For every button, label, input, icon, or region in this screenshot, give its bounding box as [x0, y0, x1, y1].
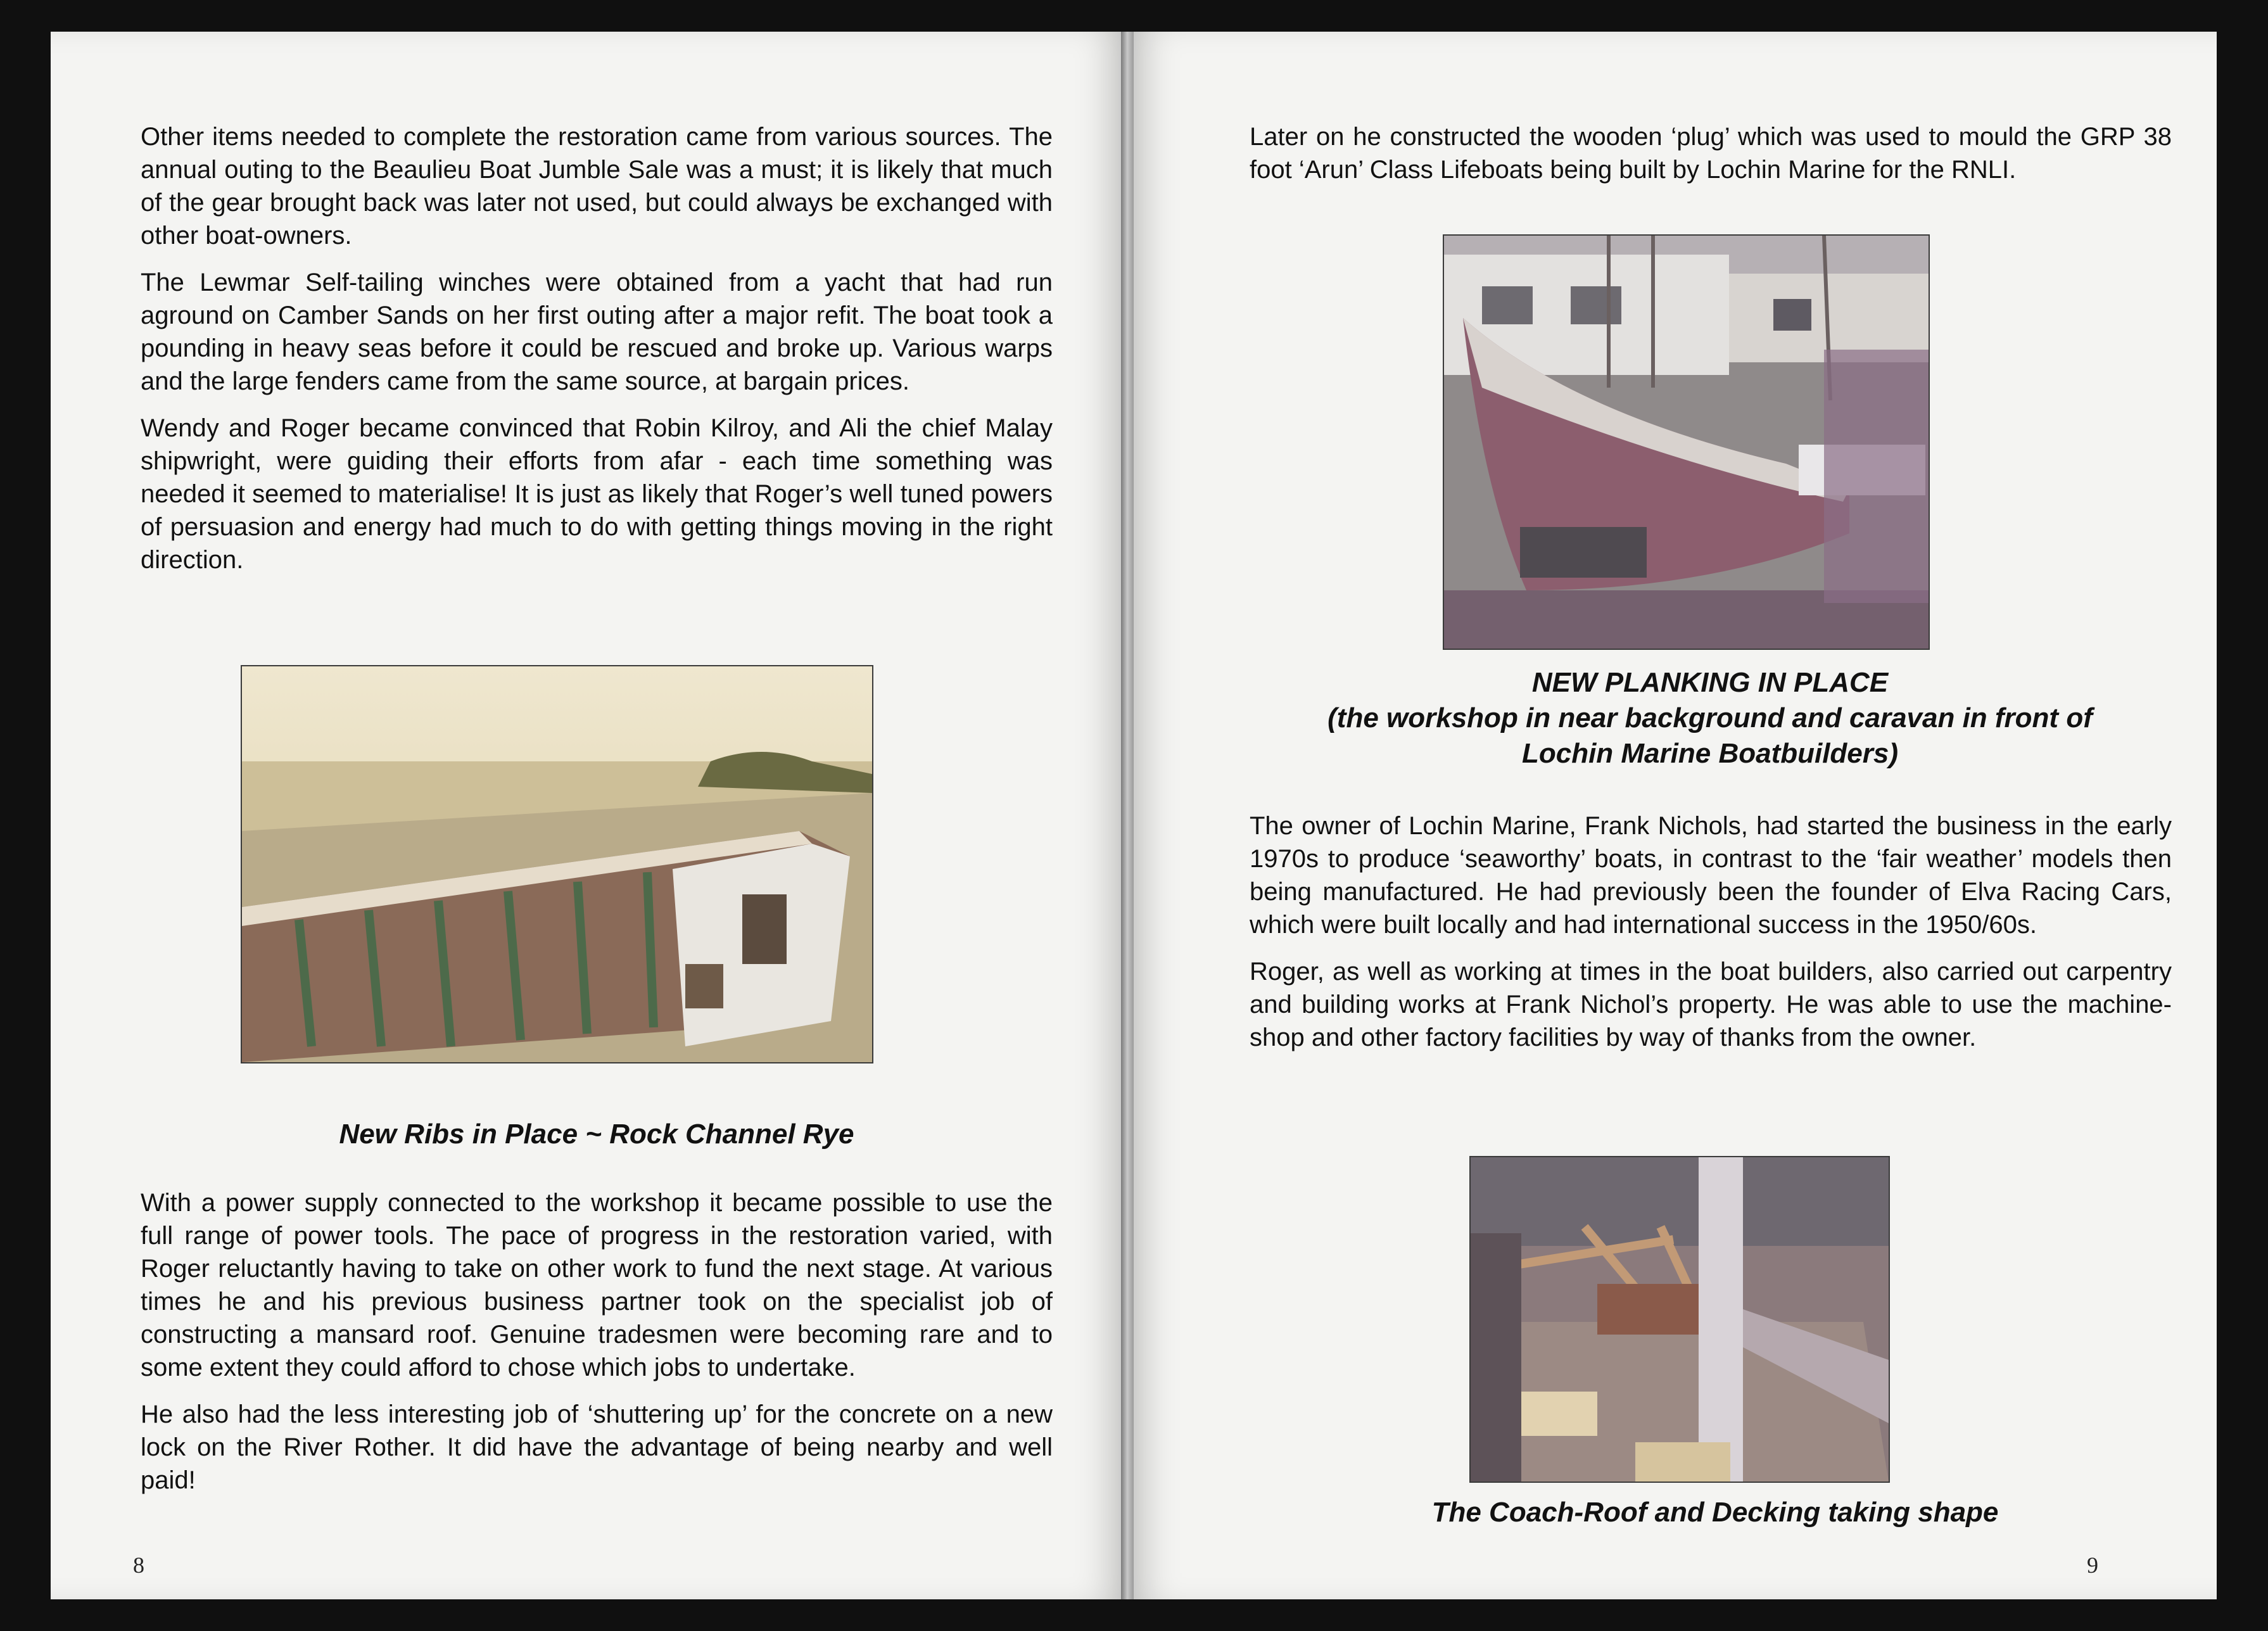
- book-gutter: [1121, 32, 1134, 1599]
- new-ribs-photo: [241, 665, 873, 1063]
- paragraph: He also had the less interesting job of ‘shuttering up’ for the concrete on a new lock on the River Rother. It did have the advantage of being nearby and well paid!: [141, 1400, 1053, 1494]
- left-text-bottom: [141, 1186, 1053, 1511]
- left-text-top: [141, 120, 1053, 590]
- caption-line: Lochin Marine Boatbuilders): [1521, 738, 1899, 769]
- caption-line: NEW PLANKING IN PLACE: [1531, 667, 1889, 698]
- paragraph: The owner of Lochin Marine, Frank Nichols, had started the business in the early 1970s to produce ‘seaworthy’ boats, in contrast to the ‘fair weather’ models then being manufactured. He had previously been the founder of Elva Racing Cars, which were built locally and had international success in the 1950/60s.: [1250, 812, 2172, 939]
- right-text-top: [1250, 120, 2172, 200]
- paragraph: Wendy and Roger became convinced that Robin Kilroy, and Ali the chief Malay shipwright, were guiding their efforts from afar - each time something was needed it seemed to materialise! It is just as likely that Roger’s well tuned powers of persuasion and energy had much to do with getting things moving in the right direction.: [141, 414, 1053, 574]
- page-number-right: 9: [2087, 1552, 2098, 1578]
- new-planking-caption: [1229, 665, 2191, 771]
- paragraph: With a power supply connected to the workshop it became possible to use the full range of power tools. The pace of progress in the restoration varied, with Roger reluctantly having to take on other work to fund the next stage. At various times he and his previous business partner took on the specialist job of constructing a mansard roof. Genuine tradesmen were becoming rare and to some extent they could afford to chose which jobs to undertake.: [141, 1189, 1053, 1381]
- right-text-middle: [1250, 809, 2172, 1068]
- paragraph: Other items needed to complete the restoration came from various sources. The annual outing to the Beaulieu Boat Jumble Sale was a must; it is likely that much of the gear brought back was later not used, but could always be exchanged with other boat-owners.: [141, 123, 1053, 250]
- new-planking-photo: [1443, 234, 1930, 650]
- caption-line: (the workshop in near background and caravan in front of: [1327, 702, 2093, 733]
- new-ribs-caption: New Ribs in Place ~ Rock Channel Rye: [339, 1119, 854, 1150]
- coach-roof-caption: The Coach-Roof and Decking taking shape: [1431, 1497, 1999, 1528]
- page-number-left: 8: [133, 1552, 144, 1578]
- paragraph: Later on he constructed the wooden ‘plug’ which was used to mould the GRP 38 foot ‘Arun’ Class Lifeboats being built by Lochin Marine for the RNLI.: [1250, 123, 2172, 184]
- paragraph: Roger, as well as working at times in the boat builders, also carried out carpentry and building works at Frank Nichol’s property. He was able to use the machine-shop and other factory facilities by way of thanks from the owner.: [1250, 958, 2172, 1051]
- left-page: [51, 32, 1121, 1599]
- right-page: [1134, 32, 2217, 1599]
- coach-roof-photo: [1469, 1156, 1890, 1483]
- paragraph: The Lewmar Self-tailing winches were obtained from a yacht that had run aground on Camber Sands on her first outing after a major refit. The boat took a pounding in heavy seas before it could be rescued and broke up. Various warps and the large fenders came from the same source, at bargain prices.: [141, 269, 1053, 395]
